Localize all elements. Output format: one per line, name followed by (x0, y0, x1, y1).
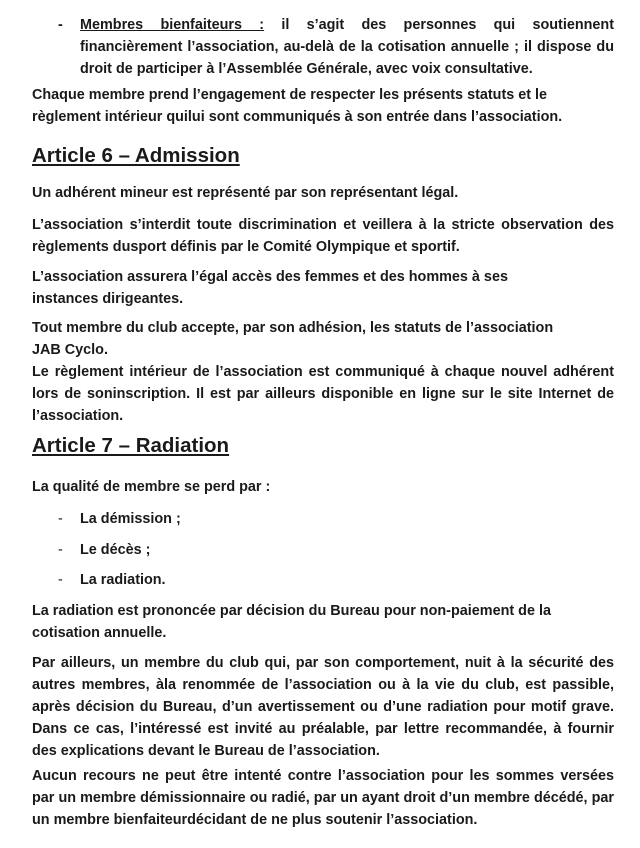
membres-bienfaiteurs-definition: il s’agit des personnes qui soutiennent financièrement l’association, au-delà de la cotisation annuelle ; il dispose du droit de participer à l’Assemblée Générale, avec voix consultative. (80, 17, 614, 77)
article-6-paragraph-3-line-2: instances dirigeantes. (32, 291, 184, 307)
list-dash: - (58, 542, 63, 558)
article-6-paragraph-4-line-1: Tout membre du club accepte, par son adhésion, les statuts de l’association (32, 320, 554, 336)
list-item-label: Le décès ; (80, 542, 151, 558)
list-item (58, 539, 150, 561)
list-item (58, 569, 166, 591)
article-6-paragraph-5: Le règlement intérieur de l’association est communiqué à chaque nouvel adhérent lors de soninscription. Il est par ailleurs disponible en ligne sur le site Internet de l’association. (32, 364, 614, 424)
article-6-paragraph-2: L’association s’interdit toute discrimination et veillera à la stricte observation des règlements dusport définis par le Comité Olympique et sportif. (32, 217, 614, 255)
list-dash: - (58, 511, 63, 527)
list-item-label: La démission ; (80, 511, 181, 527)
engagement-paragraph: Chaque membre prend l’engagement de respecter les présents statuts et le règlement intérieur quilui sont communiqués à son entrée dans l’association. (32, 87, 563, 125)
article-7-intro: La qualité de membre se perd par : (32, 479, 271, 495)
article-6-paragraph-3-line-1: L’association assurera l’égal accès des femmes et des hommes à ses (32, 269, 508, 285)
article-6-paragraph-4-line-2: JAB Cyclo. (32, 342, 108, 358)
list-item (58, 508, 181, 530)
article-7-heading: Article 7 – Radiation (32, 434, 230, 457)
article-7-paragraph-3: Aucun recours ne peut être intenté contre l’association pour les sommes versées par un membre démissionnaire ou radié, par un ayant droit d’un membre décédé, par un membre bienfaiteurdécidant de ne plus soutenir l’association. (32, 768, 614, 828)
article-7-paragraph-1: La radiation est prononcée par décision du Bureau pour non-paiement de la cotisation annuelle. (32, 603, 551, 641)
bullet-membres-bienfaiteurs (58, 14, 614, 80)
article-6-heading: Article 6 – Admission (32, 144, 240, 167)
article-6-paragraph-4 (32, 317, 614, 361)
term-membres-bienfaiteurs: Membres bienfaiteurs : (80, 17, 265, 33)
article-7-paragraph-2: Par ailleurs, un membre du club qui, par son comportement, nuit à la sécurité des autres membres, àla renommée de l’association ou à la vie du club, est passible, après décision du Bureau, d’un avertissement ou d’une radiation pour motif grave. Dans ce cas, l’intéressé est invité au préalable, par lettre recommandée, à fournir des explications devant le Bureau de l’association. (32, 655, 614, 759)
list-dash: - (58, 572, 63, 588)
article-6-paragraph-1: Un adhérent mineur est représenté par son représentant légal. (32, 185, 459, 201)
article-6-paragraph-3 (32, 266, 614, 310)
list-dash: - (58, 17, 63, 33)
list-item-label: La radiation. (80, 572, 166, 588)
